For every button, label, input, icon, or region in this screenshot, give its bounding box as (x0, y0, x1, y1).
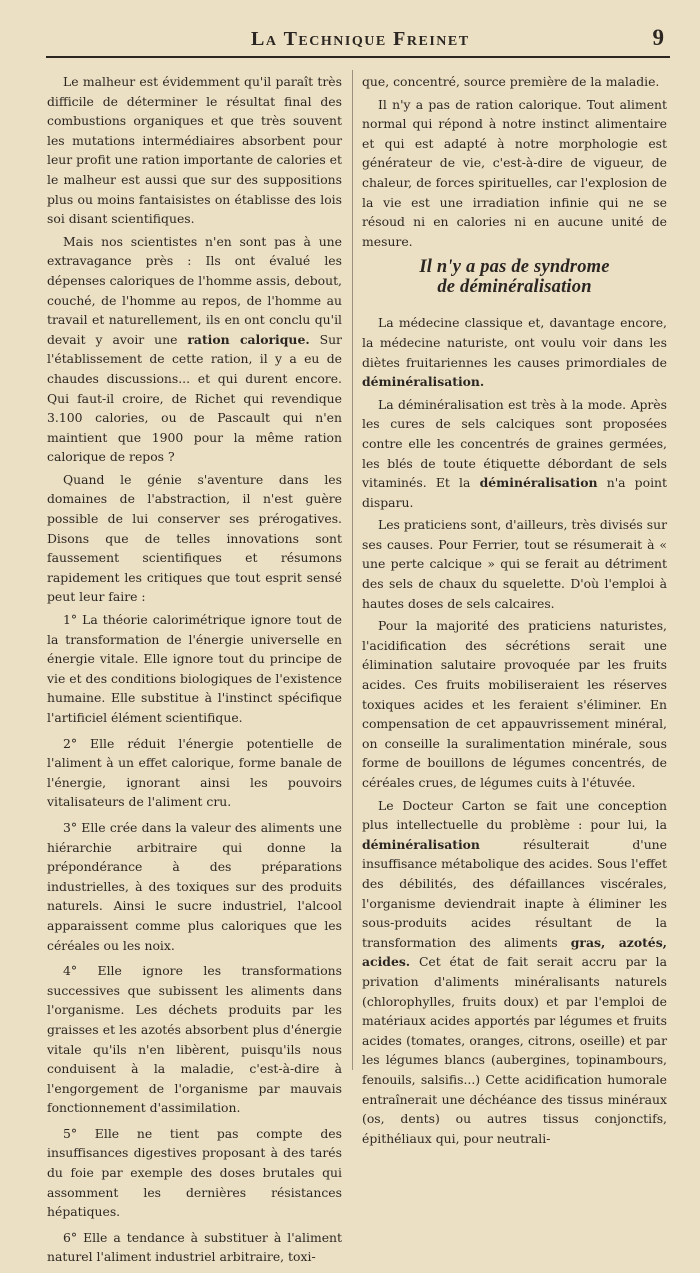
paragraph: Quand le génie s'aventure dans les domaines de l'abstraction, il n'est guère possible de lui conserver ses prérogatives. Disons que de telles innovations sont faussement scientifiques et résumons rapidement les critiques que tout esprit sensé peut leur faire : (47, 471, 342, 605)
text-run: Sur l'établissement de cette ration, il y a eu de chaudes discussions... et qui durent encore. Qui faut-il croire, de Richet qui revendique 3.100 calories, ou de Pascault qui n'en maintient que 1900 pour la même ration calorique de repos ? (47, 331, 342, 465)
paragraph: Le malheur est évidemment qu'il paraît très difficile de déterminer le résultat final des combustions organiques et que très souvent les mutations intermédiaires absorbent pour leur profit une ration importante de calories et le malheur est aussi que sur des suppositions plus ou moins fantaisistes on établisse des lois soi disant scientifiques. (47, 74, 342, 227)
text-run: La déminéralisation est très à la mode. Après les cures de sels calciques sont proposées contre elle les concentrés de graines germées, les blés de toute étiquette débordant de sels vitaminés. Et la (362, 396, 667, 491)
text-run: résulterait d'une insuffisance métabolique des acides. Sous l'effet des débilités, des défaillances viscérales, l'organisme deviendrait inapte à éliminer les sous-produits acides résultant de la transformation des aliments (362, 836, 667, 950)
text-run: La médecine classique et, davantage encore, la médecine naturiste, ont voulu voir dans les diètes fruitariennes les causes primordiales de (362, 315, 667, 370)
paragraph: Pour la majorité des praticiens naturistes, l'acidification des sécrétions serait une élimination salutaire provoquée par les fruits acides. Ces fruits mobiliseraient les réserves toxiques acides et les feraient s'éliminer. En compensation de cet appauvrissement minéral, on conseille la suralimentation minérale, sous forme de bouillons de légumes concentrés, de céréales crues, de légumes cuits à l'étuvée. (362, 618, 667, 790)
page-number: 9 (652, 25, 664, 50)
bold-term: déminéralisation (479, 475, 598, 491)
journal-title: La Technique Freinet (251, 28, 470, 50)
bold-term: déminéralisation. (362, 374, 485, 390)
right-column (362, 72, 667, 1151)
text-run: Le Docteur Carton se fait une conception plus intellectuelle du problème : pour lui, la (362, 797, 667, 833)
heading-line: Il n'y a pas de syndrome (419, 257, 610, 278)
running-header (46, 22, 670, 58)
text-run: Mais nos scientistes n'en sont pas à une extravagance près : Ils ont évalué les dépenses caloriques de l'homme assis, debout, couché, de l'homme au repos, de l'homme au travail et naturellement, ils en ont conclu qu'il devait y avoir une (47, 233, 342, 347)
paragraph: Il n'y a pas de ration calorique. Tout aliment normal qui répond à notre instinct alimentaire et qui est adapté à notre morphologie est générateur de vie, c'est-à-dire de vigueur, de chaleur, de forces spirituelles, car l'explosion de la vie est une irradiation infinie qui ne se résoud ni en calories ni en aucune unité de mesure. (362, 96, 667, 249)
text-run: n'a point disparu. (362, 475, 667, 510)
list-item: 2° Elle réduit l'énergie potentielle de l'aliment à un effet calorique, forme banale de l'énergie, ignorant ainsi les pouvoirs vitalisateurs de l'aliment cru. (47, 735, 342, 810)
list-item: 6° Elle a tendance à substituer à l'aliment naturel l'aliment industriel arbitraire, toxi- (47, 1229, 342, 1265)
list-item: 4° Elle ignore les transformations successives que subissent les aliments dans l'organisme. Les déchets produits par les graisses et les azotés absorbent plus d'énergie vitale qu'ils n'en libèrent, puisqu'ils nous conduisent à la maladie, c'est-à-dire à l'engorgement de l'organisme par mauvais fonctionnement d'assimilation. (47, 963, 342, 1116)
bold-term: déminéralisation (362, 836, 480, 852)
paragraph: Les praticiens sont, d'ailleurs, très divisés sur ses causes. Pour Ferrier, tout se résumerait à « une perte calcique » qui se ferait au détriment des sels de chaux du squelette. D'où l'emploi à hautes doses de sels calcaires. (362, 517, 667, 611)
text-run: Cet état de fait serait accru par la privation d'aliments minéralisants naturels (chlorophylles, fruits doux) et par l'emploi de matériaux acides apportés par légumes et fruits acides (tomates, oranges, citrons, oseille) et par les légumes blancs (aubergines, topinambours, fenouils, salsifis...) Cette acidification humorale entraînerait une déchéance des tissus minéraux (os, dents) ou autres tissus conjonctifs, épithéliaux qui, pour neutrali- (362, 954, 667, 1146)
bold-term: ration calorique. (187, 331, 310, 347)
heading-line: de déminéralisation (437, 277, 592, 298)
left-column (47, 72, 342, 1273)
list-item: 5° Elle ne tient pas compte des insuffisances digestives proposant à des tarés du foie par exemple des doses brutales qui assomment les dernières résistances hépatiques. (47, 1125, 342, 1220)
paragraph (362, 313, 667, 391)
section-heading (362, 257, 667, 297)
bold-term: gras, azotés, acides. (362, 934, 667, 970)
list-item: 1° La théorie calorimétrique ignore tout de la transformation de l'énergie universelle en énergie vitale. Elle ignore tout du principe de vie et des conditions biologiques de l'existence humaine. Elle substitue à l'instinct spécifique l'artificiel élément scientifique. (47, 612, 342, 725)
paragraph (362, 796, 667, 1149)
paragraph (47, 232, 342, 467)
paragraph: que, concentré, source première de la maladie. (362, 74, 660, 89)
column-divider (352, 70, 353, 1070)
paragraph (362, 395, 667, 513)
list-item: 3° Elle crée dans la valeur des aliments une hiérarchie arbitraire qui donne la prépondérance à des préparations industrielles, à des toxiques sur des produits naturels. Ainsi le sucre industriel, l'alcool apparaissent comme plus caloriques que les céréales ou les noix. (47, 819, 342, 953)
